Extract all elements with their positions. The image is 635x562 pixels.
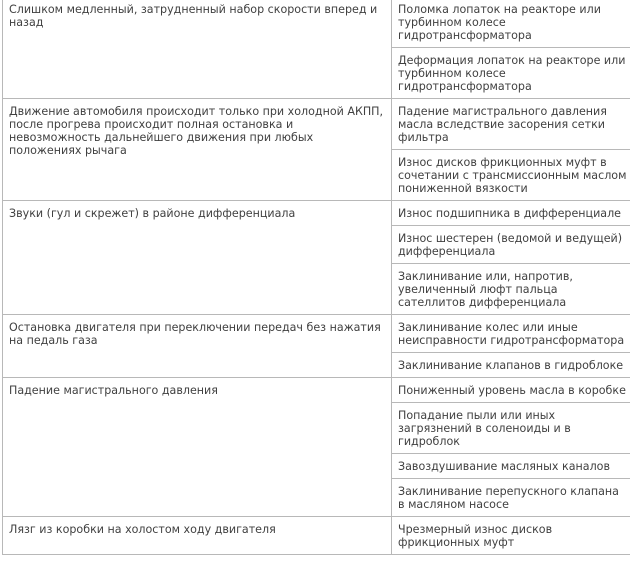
cause-cell: Попадание пыли или иных загрязнений в соленоиды и в гидроблок bbox=[392, 403, 631, 454]
troubleshooting-table bbox=[2, 0, 630, 555]
cause-cell: Пониженный уровень масла в коробке bbox=[392, 378, 631, 403]
cause-cell: Завоздушивание масляных каналов bbox=[392, 454, 631, 479]
symptom-cell: Остановка двигателя при переключении передач без нажатия на педаль газа bbox=[3, 315, 392, 378]
symptom-cell: Лязг из коробки на холостом ходу двигателя bbox=[3, 517, 392, 555]
cause-cell: Заклинивание клапанов в гидроблоке bbox=[392, 353, 631, 378]
table-row bbox=[3, 517, 631, 555]
cause-cell: Поломка лопаток на реакторе или турбинном колесе гидротрансформатора bbox=[392, 0, 631, 48]
cause-cell: Заклинивание перепускного клапана в масляном насосе bbox=[392, 479, 631, 517]
table-row bbox=[3, 99, 631, 150]
cause-cell: Заклинивание или, напротив, увеличенный люфт пальца сателлитов дифференциала bbox=[392, 264, 631, 315]
cause-cell: Износ дисков фрикционных муфт в сочетании с трансмиссионным маслом пониженной вязкости bbox=[392, 150, 631, 201]
table-row bbox=[3, 201, 631, 226]
table-row bbox=[3, 378, 631, 403]
cause-cell: Чрезмерный износ дисков фрикционных муфт bbox=[392, 517, 631, 555]
symptom-cell: Звуки (гул и скрежет) в районе дифференциала bbox=[3, 201, 392, 315]
cause-cell: Падение магистрального давления масла вследствие засорения сетки фильтра bbox=[392, 99, 631, 150]
cause-cell: Заклинивание колес или иные неисправности гидротрансформатора bbox=[392, 315, 631, 353]
symptom-cell: Падение магистрального давления bbox=[3, 378, 392, 517]
symptom-cell: Движение автомобиля происходит только при холодной АКПП, после прогрева происходит полная остановка и невозможность дальнейшего движения при любых положениях рычага bbox=[3, 99, 392, 201]
table-row bbox=[3, 315, 631, 353]
table-row bbox=[3, 0, 631, 48]
cause-cell: Износ шестерен (ведомой и ведущей) дифференциала bbox=[392, 226, 631, 264]
cause-cell: Износ подшипника в дифференциале bbox=[392, 201, 631, 226]
table-body bbox=[3, 0, 631, 555]
cause-cell: Деформация лопаток на реакторе или турбинном колесе гидротрансформатора bbox=[392, 48, 631, 99]
troubleshooting-table-container bbox=[2, 0, 630, 562]
symptom-cell: Слишком медленный, затрудненный набор скорости вперед и назад bbox=[3, 0, 392, 99]
